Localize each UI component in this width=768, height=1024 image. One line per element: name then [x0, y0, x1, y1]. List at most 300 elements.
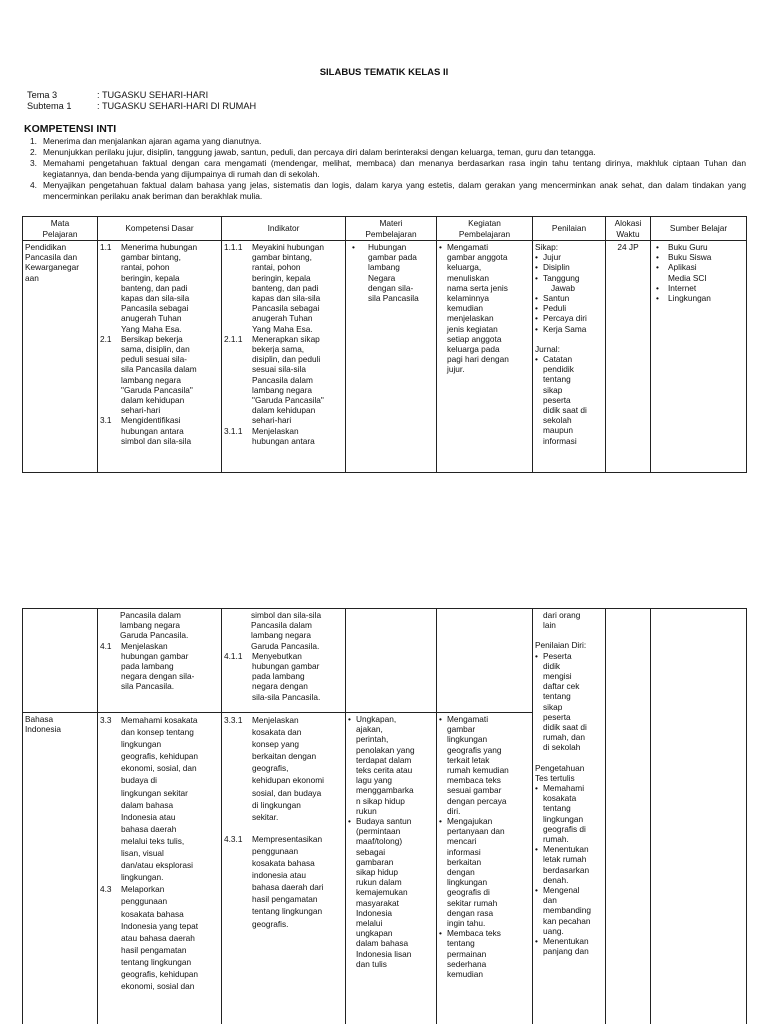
- bullet-icon: [535, 425, 543, 435]
- materi-line: [348, 745, 434, 755]
- header-penilaian: Penilaian: [533, 217, 606, 241]
- item-text: Menjelaskan: [252, 425, 299, 436]
- item-number: [224, 857, 252, 869]
- bullet-icon: [439, 364, 447, 374]
- kompetensi-inti-item: [24, 158, 746, 180]
- bullet-icon: •: [348, 714, 351, 724]
- kegiatan-line: [439, 734, 530, 744]
- kd-line: [100, 847, 219, 859]
- bullet-text: gambar anggota: [447, 252, 508, 263]
- bullet-icon: [348, 806, 356, 816]
- kegiatan-line: [439, 364, 530, 374]
- item-text: anugerah Tuhan: [121, 313, 182, 324]
- item-number: [224, 750, 252, 762]
- pengetahuan-line: [535, 824, 603, 834]
- item-text: Menjelaskan: [252, 715, 299, 725]
- subtema-value: : TUGASKU SEHARI-HARI DI RUMAH: [97, 101, 257, 111]
- kd-line: [100, 395, 219, 405]
- bullet-text: kelaminnya: [447, 293, 489, 304]
- spacer: [535, 753, 603, 763]
- item-text: indonesia atau: [252, 870, 306, 881]
- kegiatan-line: [439, 344, 530, 354]
- item-text: simbol dan sila-sila: [121, 435, 192, 446]
- indikator-line: [224, 881, 343, 893]
- penilaian-diri-line: [535, 691, 603, 701]
- ki-text: Menunjukkan perilaku jujur, disiplin, tanggung jawab, santun, peduli, dan percaya diri dalam berinteraksi dengan keluarga, teman, guru dan tetangga.: [43, 147, 596, 157]
- bullet-text: jenis kegiatan: [447, 323, 498, 334]
- item-number: 4.3: [100, 884, 112, 895]
- item-text: penggunaan: [121, 896, 168, 907]
- bullet-text: lingkungan: [447, 734, 488, 745]
- bullet-text: mengisi: [543, 671, 572, 682]
- bullet-icon: [439, 283, 447, 293]
- kd-line: [100, 762, 219, 774]
- kd-line: [100, 344, 219, 354]
- materi-line: [348, 755, 434, 765]
- bullet-icon: [439, 949, 447, 959]
- kd-line: [100, 859, 219, 871]
- kd-line: [100, 651, 219, 661]
- bullet-text: uang.: [543, 925, 564, 936]
- indikator-line: [224, 405, 343, 415]
- item-number: [224, 313, 252, 323]
- kd-line: [100, 932, 219, 944]
- pengetahuan-line: [535, 793, 603, 803]
- item-number: [224, 344, 252, 354]
- item-text: lingkungan: [121, 739, 162, 750]
- item-text: rantai, pohon: [121, 262, 170, 273]
- bullet-text: Menentukan: [543, 844, 589, 855]
- penilaian-diri-line: [535, 722, 603, 732]
- item-number: [100, 859, 121, 871]
- kegiatan-line: [439, 293, 530, 303]
- item-number: [224, 661, 252, 671]
- bullet-icon: [535, 681, 543, 691]
- bullet-icon: [535, 374, 543, 384]
- indikator-line: [224, 252, 343, 262]
- item-number: [224, 692, 252, 702]
- mapel-line: Pancasila dan: [25, 252, 78, 263]
- bullet-icon: [348, 918, 356, 928]
- bullet-text: berdasarkan: [543, 864, 590, 875]
- bullet-text: ingin tahu.: [447, 918, 486, 929]
- bullet-icon: [348, 785, 356, 795]
- item-number: [224, 405, 252, 415]
- item-text: beringin, kepala: [252, 272, 311, 283]
- item-text: banteng, dan padi: [252, 282, 319, 293]
- item-text: bahasa daerah dari: [252, 882, 324, 893]
- materi-line: [348, 283, 434, 293]
- bullet-text: ungkapan: [356, 928, 393, 939]
- kegiatan-line: [439, 857, 530, 867]
- sikap-item: [535, 252, 603, 262]
- item-text: sesuai sila-sila: [252, 364, 306, 375]
- bullet-icon: [439, 775, 447, 785]
- cell-mapel: [23, 241, 98, 473]
- item-number: [224, 436, 252, 446]
- item-number: [100, 262, 121, 272]
- bullet-text: maaf/tolong): [356, 836, 403, 847]
- bullet-icon: •: [352, 242, 355, 252]
- kd-line: [100, 385, 219, 395]
- materi-text: Negara: [368, 272, 396, 283]
- page-2: [0, 608, 768, 1024]
- item-number: 2.1: [100, 333, 112, 344]
- cell-indikator: [222, 609, 346, 713]
- bullet-text: tentang: [543, 803, 571, 814]
- bullet-text: kemajemukan: [356, 887, 408, 898]
- item-text: sosial, dan budaya: [252, 787, 322, 798]
- kegiatan-line: [439, 745, 530, 755]
- bullet-icon: [439, 908, 447, 918]
- item-number: [100, 726, 121, 738]
- bullet-icon: [535, 793, 543, 803]
- kd-continued-line: [100, 620, 219, 630]
- bullet-text: dengan percaya: [447, 795, 507, 806]
- bullet-icon: [352, 273, 366, 283]
- sikap-item: [535, 283, 603, 293]
- bullet-text: Budaya santun: [356, 816, 412, 827]
- bullet-text: sekolah: [543, 415, 572, 426]
- item-text: kapas dan sila-sila: [252, 293, 321, 304]
- item-text: Menyebutkan: [252, 650, 302, 661]
- indikator-line: [224, 651, 343, 661]
- penilaian-diri-line: [535, 651, 603, 661]
- bullet-icon: [348, 755, 356, 765]
- indikator-line: [224, 324, 343, 334]
- mapel-line: Kewarganegar: [25, 262, 79, 273]
- cell-alokasi: [606, 609, 651, 1024]
- item-number: [224, 385, 252, 395]
- materi-line: [348, 262, 434, 272]
- item-number: [100, 354, 121, 364]
- indikator-line: [224, 395, 343, 405]
- kd-line: [100, 956, 219, 968]
- sumber-item: [653, 283, 744, 293]
- ki-number: 3.: [30, 158, 37, 168]
- ki-number: 1.: [30, 136, 37, 146]
- bullet-text: dengan: [447, 867, 475, 878]
- kd-line: [100, 262, 219, 272]
- item-number: [224, 774, 252, 786]
- bullet-icon: •: [535, 936, 538, 947]
- kd-continued-line: [100, 630, 219, 640]
- kd-line: [100, 895, 219, 907]
- item-text: pada lambang: [121, 661, 174, 672]
- bullet-text: Mengamati: [447, 714, 489, 724]
- indikator-text: lambang negara: [251, 630, 311, 641]
- bullet-icon: [439, 938, 447, 948]
- bullet-icon: •: [656, 252, 659, 263]
- item-number: [224, 881, 252, 893]
- item-number: [100, 750, 121, 762]
- kd-line: [100, 324, 219, 334]
- item-text: dalam bahasa: [121, 799, 174, 810]
- bullet-icon: [535, 671, 543, 681]
- bullet-text: kemudian: [447, 303, 483, 314]
- kd-continued-line: [100, 610, 219, 620]
- bullet-icon: [348, 887, 356, 897]
- bullet-text: keluarga,: [447, 262, 482, 273]
- bullet-icon: •: [535, 293, 538, 304]
- indikator-line: [224, 714, 343, 726]
- kd-line: [100, 738, 219, 750]
- kd-line: [100, 273, 219, 283]
- item-text: tentang lingkungan: [252, 906, 323, 917]
- materi-text: dengan sila-: [368, 282, 414, 293]
- bullet-text: nama serta jenis: [447, 282, 508, 293]
- item-number: 3.1.1: [224, 425, 243, 436]
- bullet-text: sederhana: [447, 958, 487, 969]
- bullet-icon: •: [535, 252, 538, 263]
- sikap-text: Jawab: [551, 282, 575, 293]
- spacer: [535, 630, 603, 640]
- kegiatan-line: [439, 959, 530, 969]
- item-text: pada lambang: [252, 671, 305, 682]
- item-text: dan/atau eksplorasi: [121, 860, 193, 871]
- kegiatan-line: [439, 806, 530, 816]
- indikator-line: [224, 833, 343, 845]
- ki-number: 4.: [30, 180, 37, 190]
- item-text: kosakata dan: [252, 727, 302, 738]
- cell-materi: [346, 241, 437, 473]
- jurnal-line: [535, 405, 603, 415]
- indikator-line: [224, 354, 343, 364]
- sikap-text: Tanggung: [543, 272, 580, 283]
- item-text: sila Pancasila.: [121, 681, 175, 692]
- kd-line: [100, 714, 219, 726]
- bullet-text: dalam bahasa: [356, 938, 409, 949]
- materi-line: [348, 242, 434, 252]
- bullet-text: penolakan yang: [356, 744, 415, 755]
- bullet-icon: [535, 834, 543, 844]
- bullet-text: informasi: [543, 435, 577, 446]
- bullet-text: kemudian: [447, 969, 483, 980]
- bullet-text: Memahami: [543, 783, 585, 794]
- bullet-text: Indonesia lisan: [356, 948, 412, 959]
- item-number: [224, 918, 252, 930]
- cell-sumber: [651, 609, 747, 1024]
- kegiatan-line: [439, 252, 530, 262]
- bullet-text: lingkungan: [543, 813, 584, 824]
- bullet-icon: [439, 765, 447, 775]
- bullet-icon: •: [535, 262, 538, 273]
- item-number: 3.1: [100, 415, 112, 426]
- item-number: [224, 762, 252, 774]
- cell-indikator: [222, 241, 346, 473]
- bullet-text: menjelaskan: [447, 313, 494, 324]
- item-number: [224, 262, 252, 272]
- bullet-icon: •: [535, 272, 538, 283]
- bullet-icon: [535, 661, 543, 671]
- mapel-line: Bahasa: [25, 714, 54, 724]
- bullet-text: Menentukan: [543, 936, 589, 947]
- spacer: [224, 823, 343, 833]
- kd-line: [100, 641, 219, 651]
- kd-line: [100, 671, 219, 681]
- item-text: geografis.: [252, 918, 289, 929]
- materi-line: [348, 806, 434, 816]
- kd-line: [100, 726, 219, 738]
- materi-line: [348, 252, 434, 262]
- bullet-icon: [535, 814, 543, 824]
- cell-mapel: [23, 609, 98, 713]
- kd-line: [100, 283, 219, 293]
- pengetahuan-line: [535, 926, 603, 936]
- indikator-line: [224, 905, 343, 917]
- bullet-icon: [439, 293, 447, 303]
- cell-materi: [346, 713, 437, 1024]
- pengetahuan-line: [535, 803, 603, 813]
- bullet-icon: [535, 722, 543, 732]
- bullet-icon: [535, 926, 543, 936]
- item-number: [100, 811, 121, 823]
- pengetahuan-line: [535, 875, 603, 885]
- pengetahuan-line: [535, 936, 603, 946]
- materi-line: [348, 273, 434, 283]
- bullet-icon: [535, 875, 543, 885]
- item-number: [100, 293, 121, 303]
- jurnal-line: [535, 364, 603, 374]
- bullet-text: dan: [543, 895, 557, 906]
- header-alokasi: Alokasi Waktu: [606, 217, 651, 241]
- indikator-line: [224, 242, 343, 252]
- item-text: Pancasila sebagai: [252, 303, 320, 314]
- item-number: [224, 845, 252, 857]
- bullet-icon: [348, 908, 356, 918]
- kd-line: [100, 787, 219, 799]
- item-number: 4.1.1: [224, 650, 243, 661]
- item-number: [100, 313, 121, 323]
- bullet-text: membanding: [543, 905, 591, 916]
- kd-line: [100, 908, 219, 920]
- materi-text: Hubungan: [368, 242, 407, 252]
- item-number: [100, 385, 121, 395]
- sumber-text: Buku Guru: [668, 242, 708, 252]
- bullet-icon: [348, 826, 356, 836]
- item-text: berkaitan dengan: [252, 751, 317, 762]
- item-text: Melaporkan: [121, 884, 165, 895]
- kd-line: [100, 405, 219, 415]
- item-text: Meyakini hubungan: [252, 242, 324, 252]
- kegiatan-line: [439, 847, 530, 857]
- bullet-icon: [352, 262, 366, 272]
- materi-line: [348, 857, 434, 867]
- indikator-line: [224, 671, 343, 681]
- item-text: Mengidentifikasi: [121, 415, 181, 426]
- item-text: ekonomi, sosial, dan: [121, 763, 197, 774]
- bullet-text: Mengamati: [447, 242, 489, 252]
- item-text: dan konsep tentang: [121, 727, 194, 738]
- item-text: kapas dan sila-sila: [121, 293, 190, 304]
- kegiatan-line: [439, 334, 530, 344]
- bullet-text: sikap hidup: [356, 867, 398, 878]
- pengetahuan-line: [535, 946, 603, 956]
- kd-line: [100, 436, 219, 446]
- indikator-line: [224, 436, 343, 446]
- item-number: [100, 956, 121, 968]
- ki-text: Menyajikan pengetahuan faktual dalam bahasa yang jelas, sistematis dan logis, dalam karya yang estetis, dalam gerakan yang mencerminkan anak sehat, dan dalam tindakan yang mencerminkan perilaku anak beriman dan berakhlak mulia.: [43, 180, 746, 201]
- kegiatan-line: [439, 775, 530, 785]
- item-text: banteng, dan padi: [121, 282, 188, 293]
- kegiatan-line: [439, 785, 530, 795]
- bullet-text: Peserta: [543, 650, 572, 661]
- kegiatan-line: [439, 816, 530, 826]
- kegiatan-line: [439, 354, 530, 364]
- kd-line: [100, 242, 219, 252]
- bullet-text: didik saat di: [543, 722, 587, 733]
- bullet-icon: [535, 895, 543, 905]
- bullet-icon: [535, 742, 543, 752]
- indikator-line: [224, 681, 343, 691]
- bullet-text: tentang: [543, 691, 571, 702]
- item-text: bahasa daerah: [121, 823, 177, 834]
- bullet-text: Mengajukan: [447, 816, 493, 827]
- penilaian-continued-line: dari orang: [543, 610, 581, 620]
- bullet-text: ajakan,: [356, 724, 383, 735]
- item-number: [224, 273, 252, 283]
- bullet-text: sikap: [543, 701, 563, 712]
- table-header-row: [23, 217, 747, 241]
- item-text: sehari-hari: [252, 415, 292, 426]
- item-number: [100, 823, 121, 835]
- bullet-text: rumah kemudian: [447, 765, 509, 776]
- bullet-icon: [535, 364, 543, 374]
- materi-text: lambang: [368, 262, 400, 273]
- item-number: [100, 944, 121, 956]
- bullet-icon: •: [439, 928, 442, 939]
- kegiatan-line: [439, 714, 530, 724]
- bullet-icon: [535, 824, 543, 834]
- item-text: Bersikap bekerja: [121, 333, 183, 344]
- item-text: kehidupan ekonomi: [252, 775, 324, 786]
- cell-kompetensi-dasar: [98, 609, 222, 713]
- indikator-line: [224, 845, 343, 857]
- item-number: [224, 375, 252, 385]
- kd-text: Garuda Pancasila.: [120, 630, 189, 641]
- bullet-icon: •: [656, 293, 659, 304]
- item-number: [100, 968, 121, 980]
- item-text: hubungan gambar: [121, 650, 189, 661]
- item-text: sehari-hari: [121, 405, 161, 416]
- bullet-icon: [439, 867, 447, 877]
- indikator-line: [224, 661, 343, 671]
- item-text: kosakata bahasa: [252, 858, 315, 869]
- item-text: sila-sila Pancasila.: [252, 691, 321, 702]
- tema-line: [27, 90, 208, 100]
- bullet-text: masyarakat: [356, 897, 399, 908]
- bullet-icon: [439, 806, 447, 816]
- bullet-icon: [535, 702, 543, 712]
- item-text: geografis, kehidupan: [121, 968, 199, 979]
- bullet-icon: [348, 745, 356, 755]
- kd-line: [100, 293, 219, 303]
- item-number: [100, 671, 121, 681]
- spacer: [535, 334, 603, 344]
- kd-line: [100, 968, 219, 980]
- penilaian-continued-line: lain: [543, 620, 556, 631]
- cell-penilaian: [533, 241, 606, 473]
- indikator-line: [224, 344, 343, 354]
- kegiatan-line: [439, 898, 530, 908]
- indikator-line: [224, 262, 343, 272]
- item-text: Menjelaskan: [121, 640, 168, 651]
- item-text: gambar bintang,: [252, 252, 312, 263]
- sikap-label: Sikap:: [535, 242, 559, 252]
- header-sumber: Sumber Belajar: [651, 217, 747, 241]
- indikator-line: [224, 918, 343, 930]
- bullet-text: rukun dalam: [356, 877, 402, 888]
